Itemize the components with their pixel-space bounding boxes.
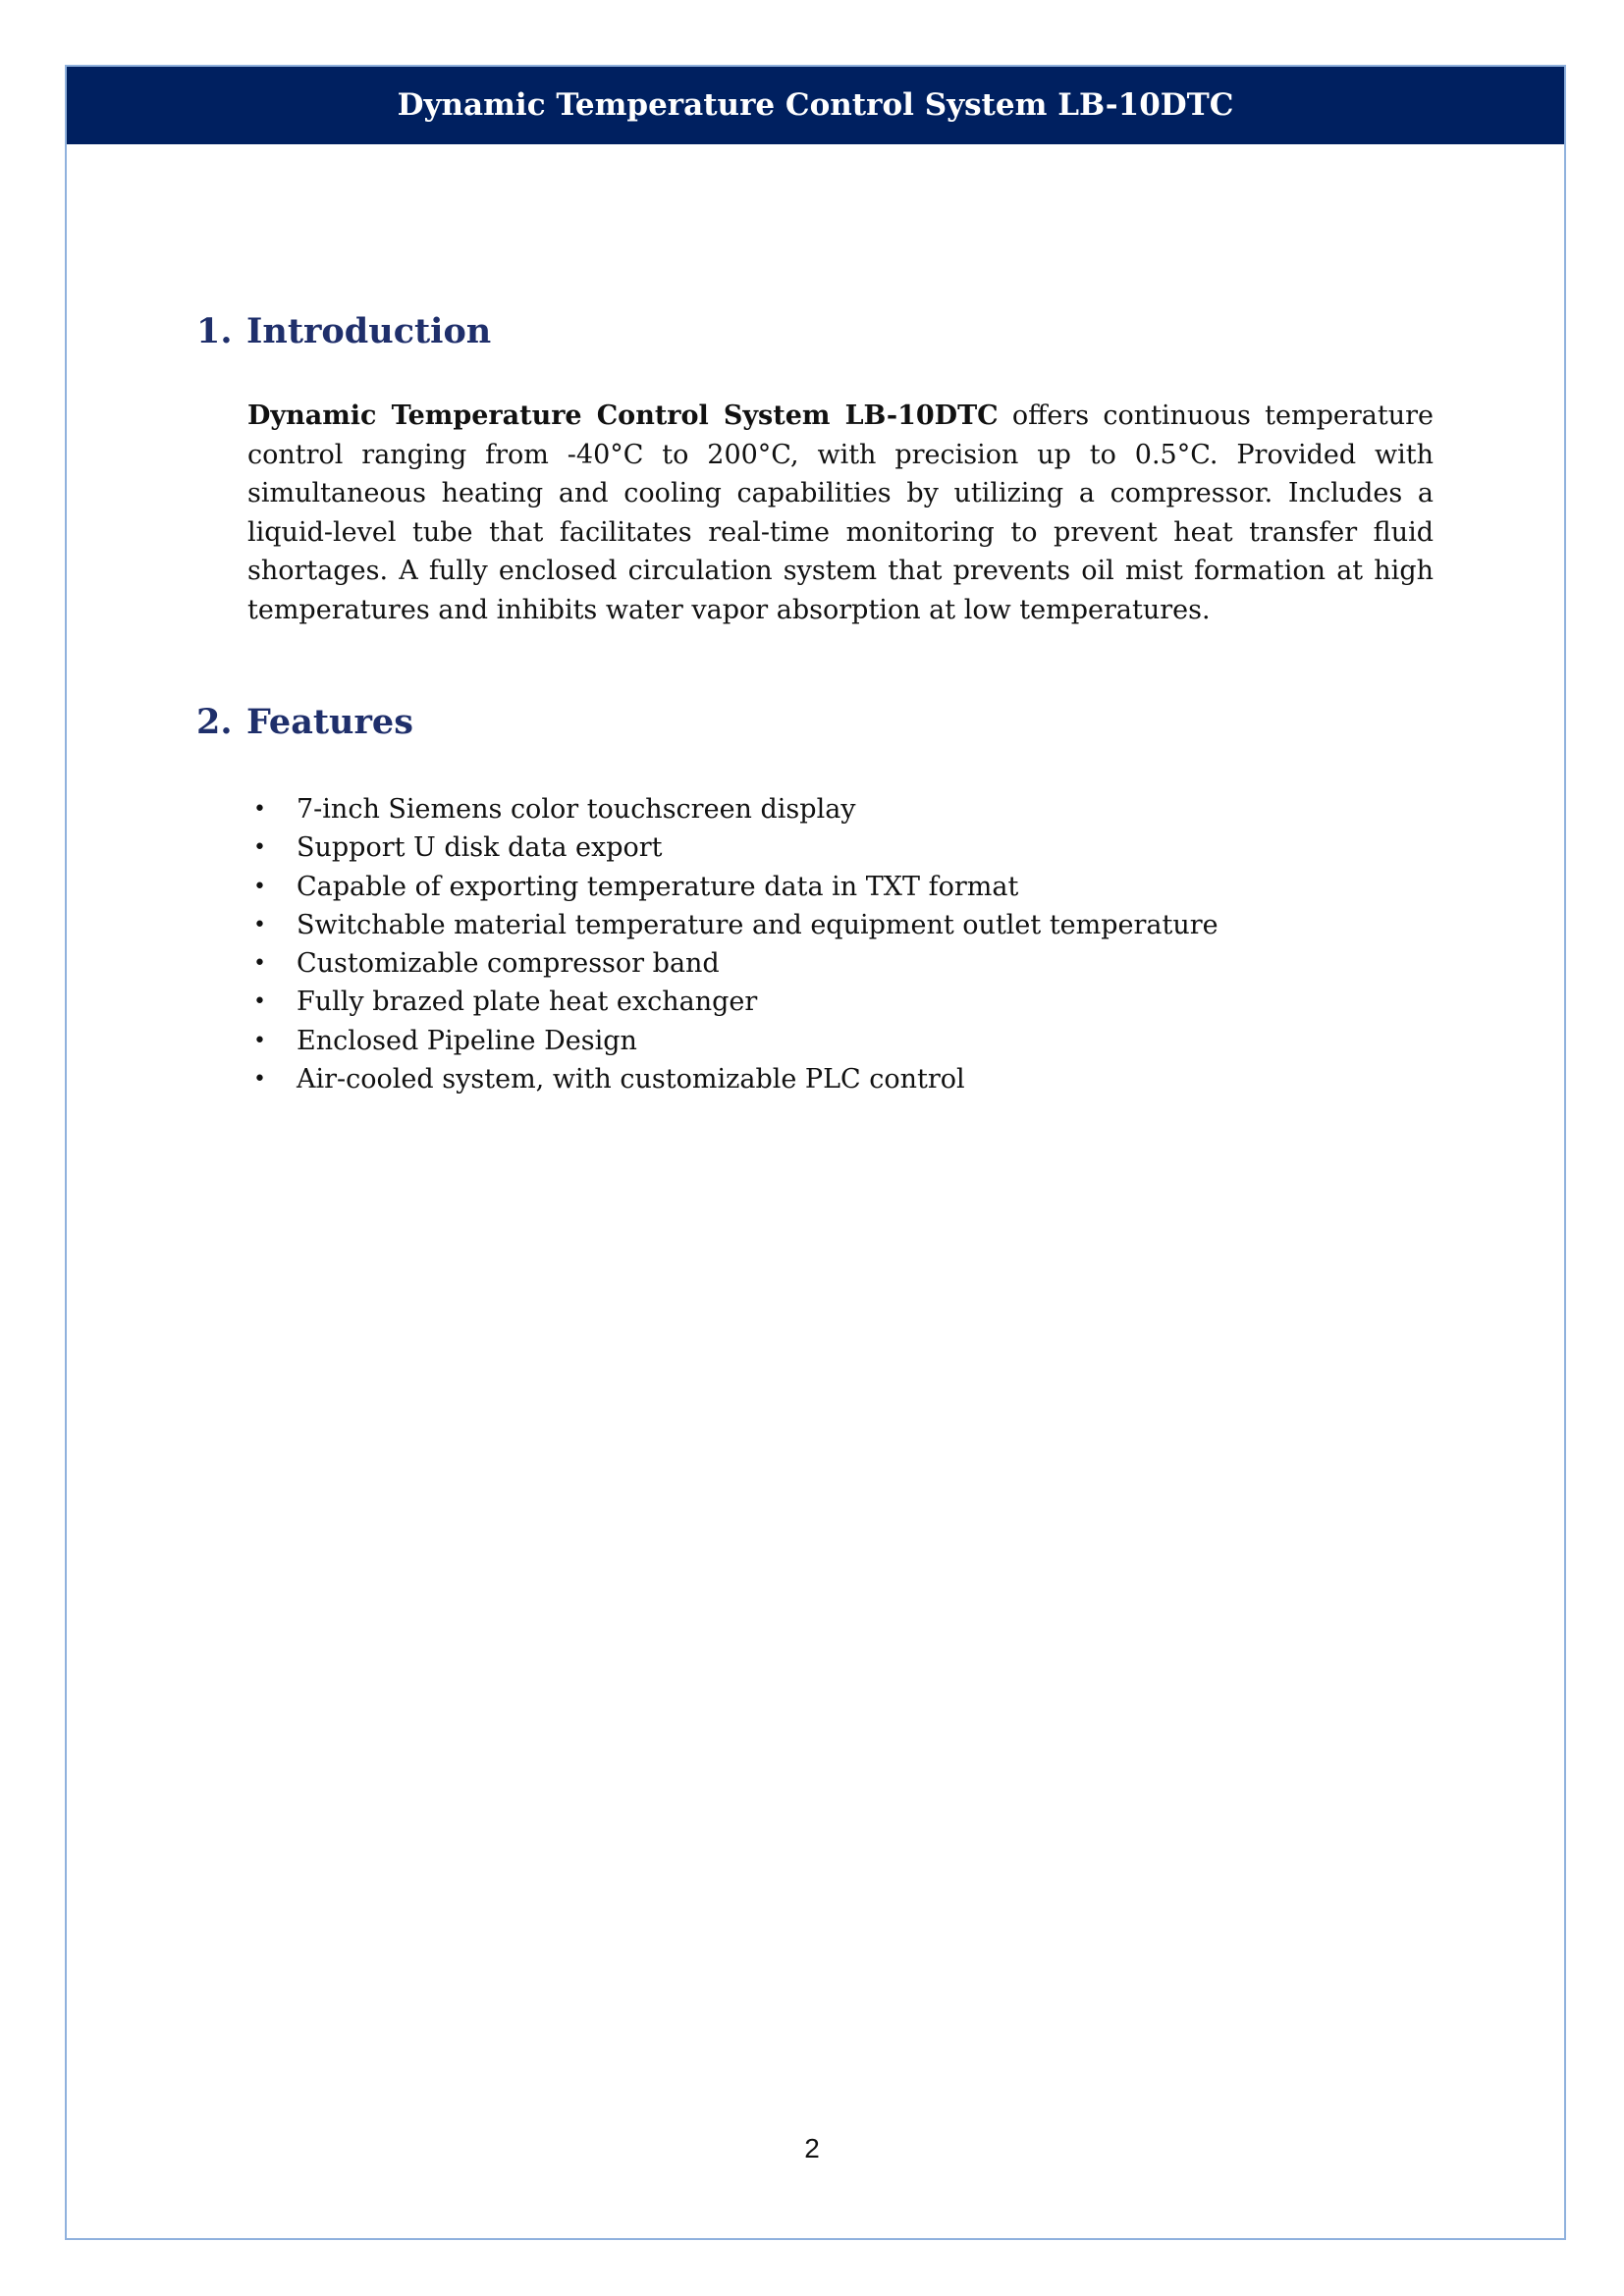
bullet-icon: • bbox=[253, 951, 266, 977]
list-item bbox=[247, 1022, 1218, 1060]
feature-text: Support U disk data export bbox=[297, 832, 663, 864]
bullet-icon: • bbox=[253, 1028, 266, 1053]
feature-text: Customizable compressor band bbox=[297, 948, 720, 980]
bullet-icon: • bbox=[253, 912, 266, 937]
bullet-icon: • bbox=[253, 989, 266, 1015]
feature-text: Fully brazed plate heat exchanger bbox=[297, 987, 758, 1018]
feature-text: Air-cooled system, with customizable PLC control bbox=[297, 1064, 965, 1095]
list-item bbox=[247, 868, 1218, 906]
list-item bbox=[247, 906, 1218, 944]
page-frame bbox=[65, 65, 1566, 2240]
bullet-icon: • bbox=[253, 797, 266, 822]
bullet-icon: • bbox=[253, 835, 266, 861]
features-heading bbox=[196, 702, 413, 742]
introduction-title: Introduction bbox=[246, 311, 492, 351]
list-item bbox=[247, 1060, 1218, 1098]
features-number: 2. bbox=[196, 702, 233, 742]
feature-text: Capable of exporting temperature data in TXT format bbox=[297, 871, 1019, 902]
features-list bbox=[247, 790, 1218, 1098]
list-item bbox=[247, 790, 1218, 828]
bullet-icon: • bbox=[253, 1067, 266, 1093]
introduction-number: 1. bbox=[196, 311, 233, 351]
feature-text: 7-inch Siemens color touchscreen display bbox=[297, 794, 856, 825]
features-title: Features bbox=[246, 702, 413, 742]
page-number: 2 bbox=[804, 2133, 820, 2163]
list-item bbox=[247, 983, 1218, 1021]
document-title: Dynamic Temperature Control System LB-10DTC bbox=[397, 87, 1234, 123]
list-item bbox=[247, 944, 1218, 983]
document-title-banner bbox=[67, 67, 1564, 144]
introduction-heading bbox=[196, 311, 492, 351]
introduction-body: offers continuous temperature control ranging from -40°C to 200°C, with precision up to 0.5°C. Provided with simultaneous heating and cooling capabilities by utilizing a compressor. Includes a liquid-level tube that facilitates real-time monitoring to prevent heat transfer fluid shortages. A fully enclosed circulation system that prevents oil mist formation at high temperatures and inhibits water vapor absorption at low temperatures. bbox=[247, 400, 1434, 625]
bullet-icon: • bbox=[253, 874, 266, 899]
introduction-lead: Dynamic Temperature Control System LB-10DTC bbox=[247, 400, 999, 431]
feature-text: Enclosed Pipeline Design bbox=[297, 1025, 637, 1056]
feature-text: Switchable material temperature and equipment outlet temperature bbox=[297, 909, 1218, 940]
introduction-paragraph bbox=[247, 397, 1434, 629]
list-item bbox=[247, 828, 1218, 867]
